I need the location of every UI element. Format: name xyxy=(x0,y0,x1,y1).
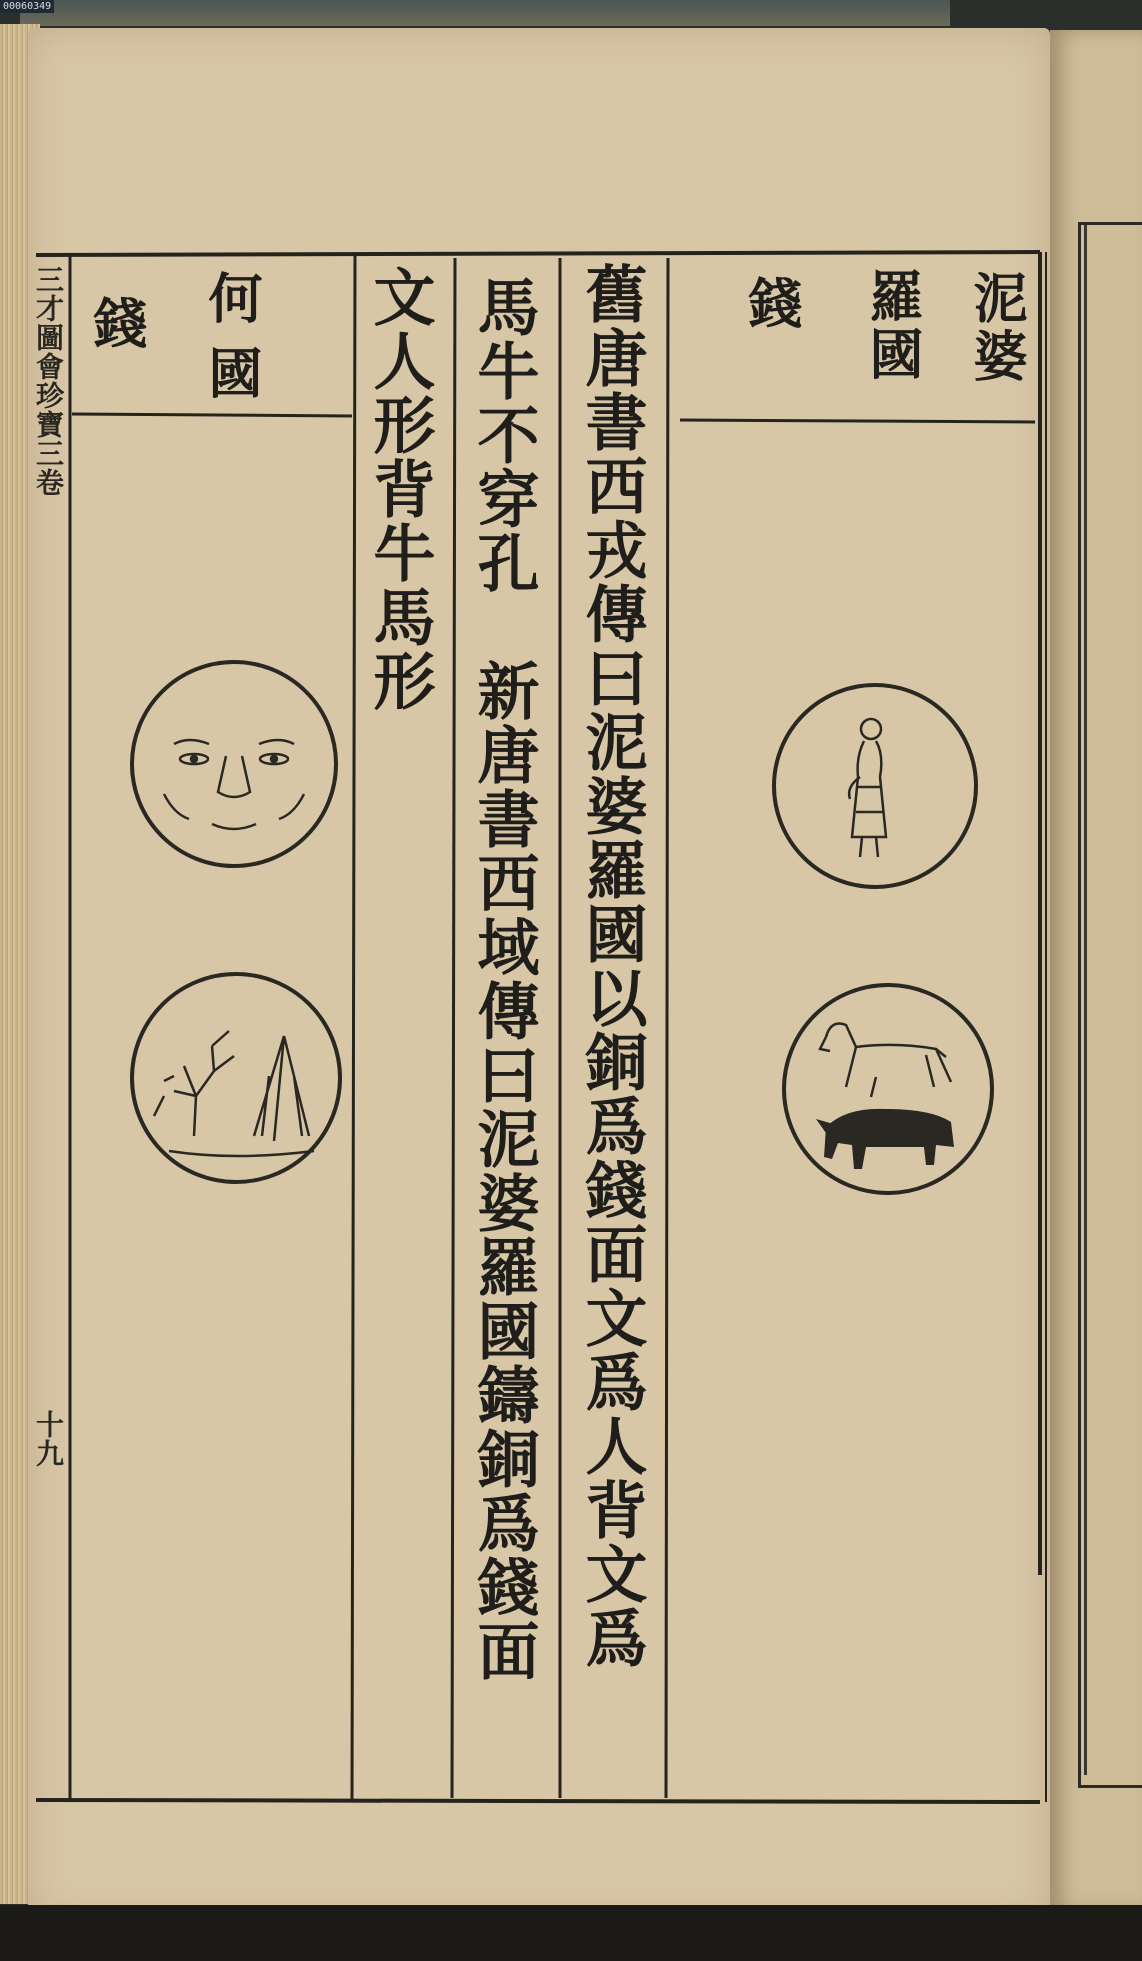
entry-title-line: 泥婆 xyxy=(965,270,1029,386)
face-coin-icon xyxy=(130,660,338,868)
body-text-column: 舊唐書西戎傳曰泥婆羅國以銅爲錢面文爲人背文爲 xyxy=(575,262,648,1670)
plant-coin-icon xyxy=(130,972,342,1184)
figure-coin-icon xyxy=(772,683,978,889)
horse-ox-coin-icon xyxy=(782,983,994,1195)
entry-title-line: 錢 xyxy=(740,275,804,333)
fold-edge-title: 三才圖會珍寶三卷 xyxy=(32,265,65,497)
catalog-id: 00060349 xyxy=(0,0,54,13)
entry-title-line: 羅國 xyxy=(861,268,925,384)
entry-title-line: 何 xyxy=(200,270,264,328)
entry-title-line: 錢 xyxy=(85,295,149,353)
body-text-column: 馬牛不穿孔 新唐書西域傳曰泥婆羅國鑄銅爲錢面 xyxy=(467,275,540,1683)
body-text-column: 文人形背牛馬形 xyxy=(363,265,436,713)
fold-page-number: 十九 xyxy=(32,1410,65,1468)
entry-title-line: 國 xyxy=(200,345,264,403)
